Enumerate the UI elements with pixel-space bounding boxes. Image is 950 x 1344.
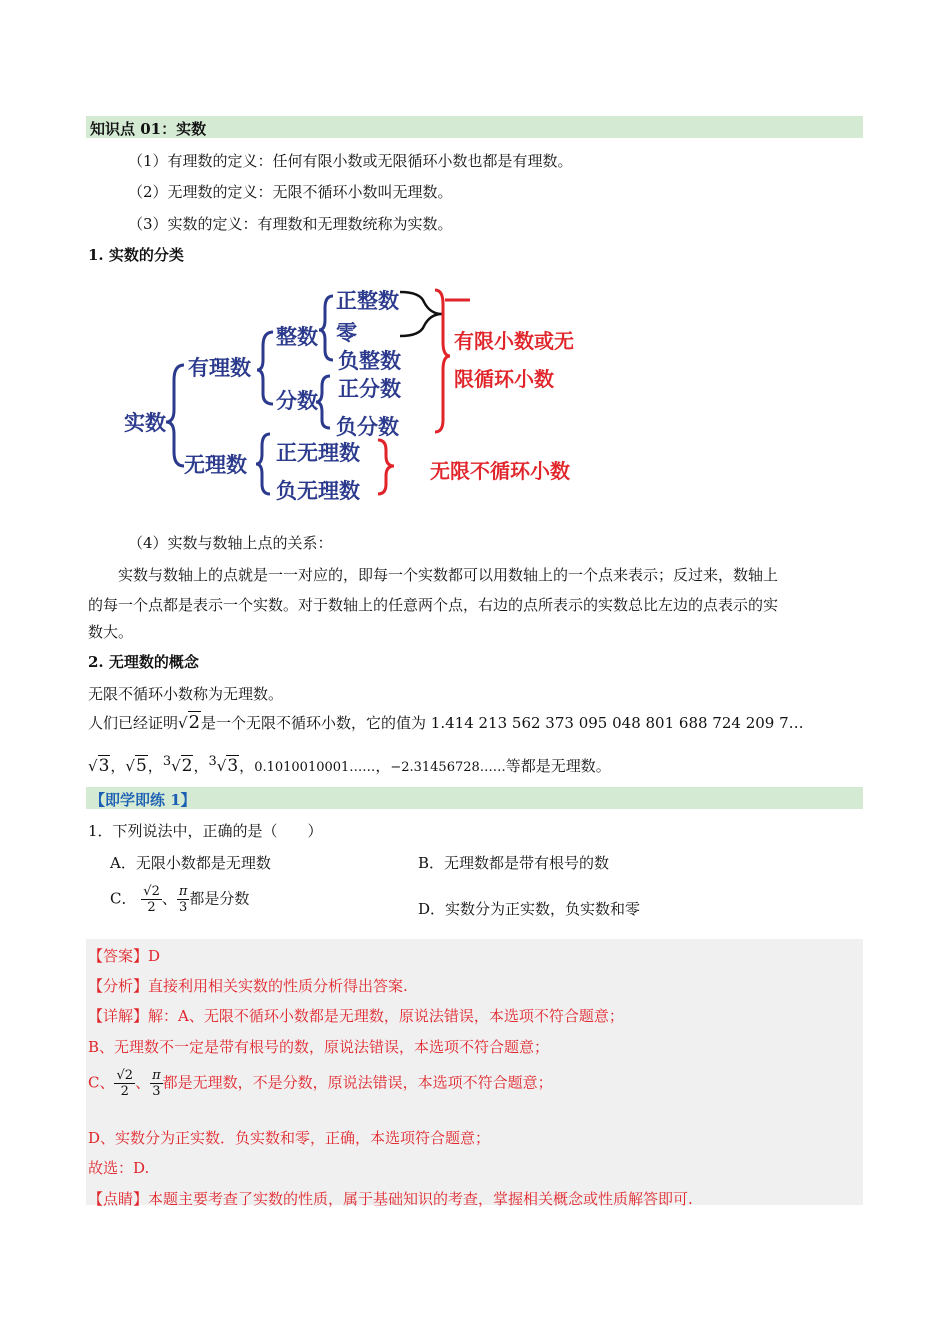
cbrt2: √2	[171, 756, 193, 776]
option-b: B．无理数都是带有根号的数	[418, 854, 610, 872]
note-rational-2: 限循环小数	[454, 367, 554, 391]
numberline-line1: 实数与数轴上的点就是一一对应的，即每一个实数都可以用数轴上的一个点来表示；反过来，数轴上	[118, 566, 779, 584]
brace-red-rational	[435, 290, 450, 432]
brace-rational	[257, 332, 273, 404]
note-rational-1: 有限小数或无	[454, 329, 574, 353]
brace-fraction	[316, 376, 330, 428]
answer-line: 【答案】D	[88, 947, 161, 965]
node-rational: 有理数	[188, 356, 251, 380]
brace-real	[166, 365, 184, 466]
numberline-title: （4）实数与数轴上点的关系：	[128, 534, 333, 552]
detail-line-b: B、无理数不一定是带有根号的数，原说法错误，本选项不符合题意；	[88, 1038, 550, 1056]
sqrt2-sentence: 人们已经证明√2是一个无限不循环小数，它的值为 1.414 213 562 373 095 048 801 688 724 209 7…	[88, 712, 804, 733]
node-pos-int: 正整数	[336, 289, 399, 313]
note-irrational: 无限不循环小数	[430, 459, 570, 483]
irrational-heading: 2. 无理数的概念	[88, 653, 199, 671]
numberline-line2: 的每一个点都是表示一个实数。对于数轴上的任意两个点，右边的点所表示的实数总比左边的点表示的实	[88, 596, 779, 614]
detail-line-a: 【详解】解：A、无限不循环小数都是无理数，原说法错误，本选项不符合题意；	[88, 1007, 624, 1025]
classification-heading: 1. 实数的分类	[88, 246, 184, 264]
choose-line: 故选：D.	[88, 1159, 150, 1177]
numberline-line3: 数大。	[88, 623, 134, 641]
node-neg-irr: 负无理数	[276, 479, 360, 503]
node-integer: 整数	[276, 325, 318, 349]
comment-line: 【点睛】本题主要考查了实数的性质，属于基础知识的考查，掌握相关概念或性质解答即可.	[88, 1190, 693, 1208]
node-pos-irr: 正无理数	[276, 441, 360, 465]
sqrt2: √2	[178, 712, 201, 733]
option-c: C． $\frac{√2}{2}$ 、 $\frac{\pi}{3}$ 都是分数	[110, 884, 250, 915]
node-irrational: 无理数	[184, 453, 247, 477]
classification-diagram	[110, 280, 610, 505]
brace-black	[400, 292, 442, 336]
analysis-line: 【分析】直接利用相关实数的性质分析得出答案.	[88, 977, 408, 995]
practice-title: 【即学即练 1】	[90, 791, 196, 809]
question-text: 1．下列说法中，正确的是（ ）	[88, 822, 323, 840]
frac-pi-over-3: $\frac{\pi}{3}$	[178, 884, 188, 915]
sqrt5: √5	[125, 756, 147, 776]
section-title: 知识点 01：实数	[90, 120, 207, 138]
definition-irrational: （2）无理数的定义：无限不循环小数叫无理数。	[128, 183, 453, 201]
brace-red-irrational	[378, 440, 394, 494]
node-neg-int: 负整数	[338, 349, 401, 373]
node-zero: 零	[336, 321, 357, 345]
option-d: D．实数分为正实数，负实数和零	[418, 900, 641, 918]
node-real: 实数	[124, 411, 166, 435]
definition-real: （3）实数的定义：有理数和无理数统称为实数。	[128, 215, 453, 233]
option-a: A．无限小数都是无理数	[110, 854, 271, 872]
detail-line-d: D、实数分为正实数．负实数和零，正确，本选项符合题意；	[88, 1129, 491, 1147]
brace-integer	[319, 296, 333, 360]
node-fraction: 分数	[276, 389, 318, 413]
cbrt3: √3	[216, 756, 239, 776]
node-neg-frac: 负分数	[336, 415, 399, 439]
definition-rational: （1）有理数的定义：任何有限小数或无限循环小数也都是有理数。	[128, 152, 573, 170]
detail-line-c: C、 $\frac{√2}{2}$ 、 $\frac{\pi}{3}$ 都是无理数，不是分数，原说法错误，本选项不符合题意；	[88, 1068, 553, 1099]
node-pos-frac: 正分数	[338, 377, 401, 401]
sqrt3: √3	[88, 756, 110, 776]
irrational-examples: √3，√5，$^3$√2，$^3$√3，0.1010010001……，−2.31456728……等都是无理数。	[88, 754, 611, 776]
frac-sqrt2-over-2: $\frac{√2}{2}$	[143, 884, 160, 915]
practice-bar	[86, 787, 863, 809]
section-bar	[86, 116, 863, 138]
brace-irrational	[256, 434, 270, 494]
irrational-definition: 无限不循环小数称为无理数。	[88, 685, 284, 703]
